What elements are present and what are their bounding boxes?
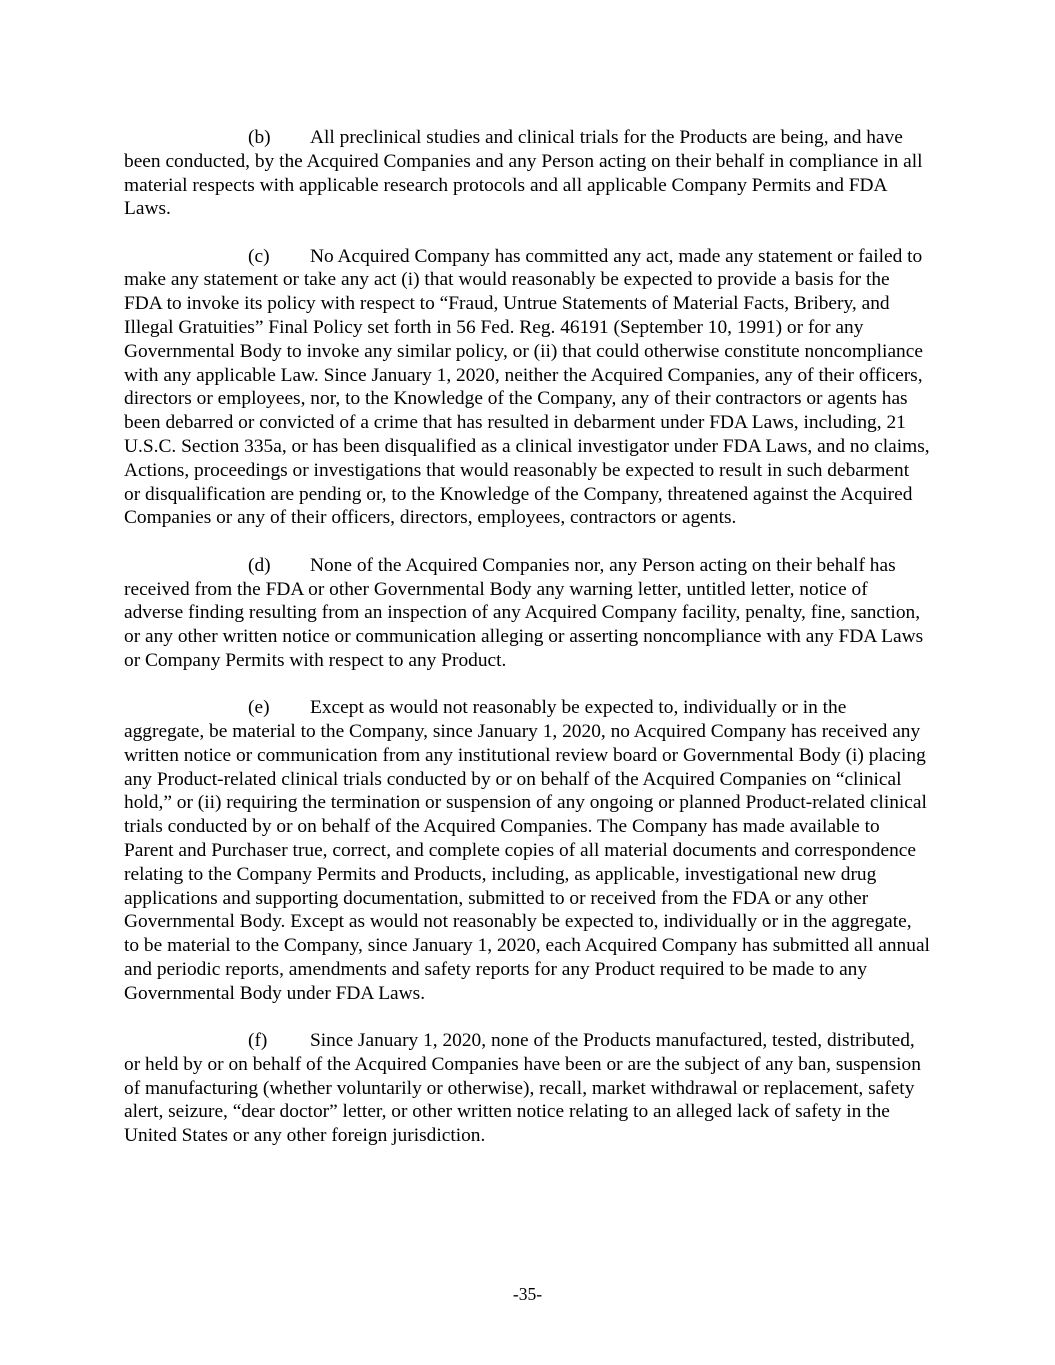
paragraph-f [124,1029,930,1148]
paragraph-label: (d) [248,554,271,576]
paragraph-e [124,696,930,1005]
paragraph-label: (b) [248,127,271,148]
paragraph-d [124,554,930,673]
page-number: -35- [512,1284,543,1304]
paragraph-text: All preclinical studies and clinical trials for the Products are being, and have been conducted, by the Acquired Companies and any Person acting on their behalf in compliance in all material respects with applicable research protocols and all applicable Company Permits and FDA Laws. [124,127,923,220]
paragraph-label: (c) [248,245,270,267]
paragraph-c [124,245,930,531]
paragraph-label: (f) [248,1030,268,1052]
document-body [124,126,930,1172]
paragraph-text: Since January 1, 2020, none of the Products manufactured, tested, distributed, or held by or on behalf of the Acquired Companies have been or are the subject of any ban, suspension of manufacturing (whether voluntarily or otherwise), recall, market withdrawal or replacement, safety alert, seizure, “dear doctor” letter, or other written notice relating to an alleged lack of safety in the United States or any other foreign jurisdiction. [124,1030,921,1147]
paragraph-text: No Acquired Company has committed any act, made any statement or failed to make any statement or take any act (i) that would reasonably be expected to provide a basis for the FDA to invoke its policy with respect to “Fraud, Untrue Statements of Material Facts, Bribery, and Illegal Gratuities” Final Policy set forth in 56 Fed. Reg. 46191 (September 10, 1991) or for any Governmental Body to invoke any similar policy, or (ii) that could otherwise constitute noncompliance with any applicable Law. Since January 1, 2020, neither the Acquired Companies, any of their officers, directors or employees, nor, to the Knowledge of the Company, any of their contractors or agents has been debarred or convicted of a crime that has resulted in debarment under FDA Laws, including, 21 U.S.C. Section 335a, or has been disqualified as a clinical investigator under FDA Laws, and no claims, Actions, proceedings or investigations that would reasonably be expected to result in such debarment or disqualification are pending or, to the Knowledge of the Company, threatened against the Acquired Companies or any of their officers, directors, employees, contractors or agents. [124,245,930,529]
paragraph-label: (e) [248,697,270,719]
paragraph-text: Except as would not reasonably be expected to, individually or in the aggregate, be material to the Company, since January 1, 2020, no Acquired Company has received any written notice or communication from any institutional review board or Governmental Body (i) placing any Product-related clinical trials conducted by or on behalf of the Acquired Companies on “clinical hold,” or (ii) requiring the termination or suspension of any ongoing or planned Product-related clinical trials conducted by or on behalf of the Acquired Companies. The Company has made available to Parent and Purchaser true, correct, and complete copies of all material documents and correspondence relating to the Company Permits and Products, including, as applicable, investigational new drug applications and supporting documentation, submitted to or received from the FDA or any other Governmental Body. Except as would not reasonably be expected to, individually or in the aggregate, to be material to the Company, since January 1, 2020, each Acquired Company has submitted all annual and periodic reports, amendments and safety reports for any Product required to be made to any Governmental Body under FDA Laws. [124,697,930,1004]
paragraph-b [124,126,930,221]
paragraph-text: None of the Acquired Companies nor, any Person acting on their behalf has received from the FDA or other Governmental Body any warning letter, untitled letter, notice of adverse finding resulting from an inspection of any Acquired Company facility, penalty, fine, sanction, or any other written notice or communication alleging or asserting noncompliance with any FDA Laws or Company Permits with respect to any Product. [124,554,924,671]
